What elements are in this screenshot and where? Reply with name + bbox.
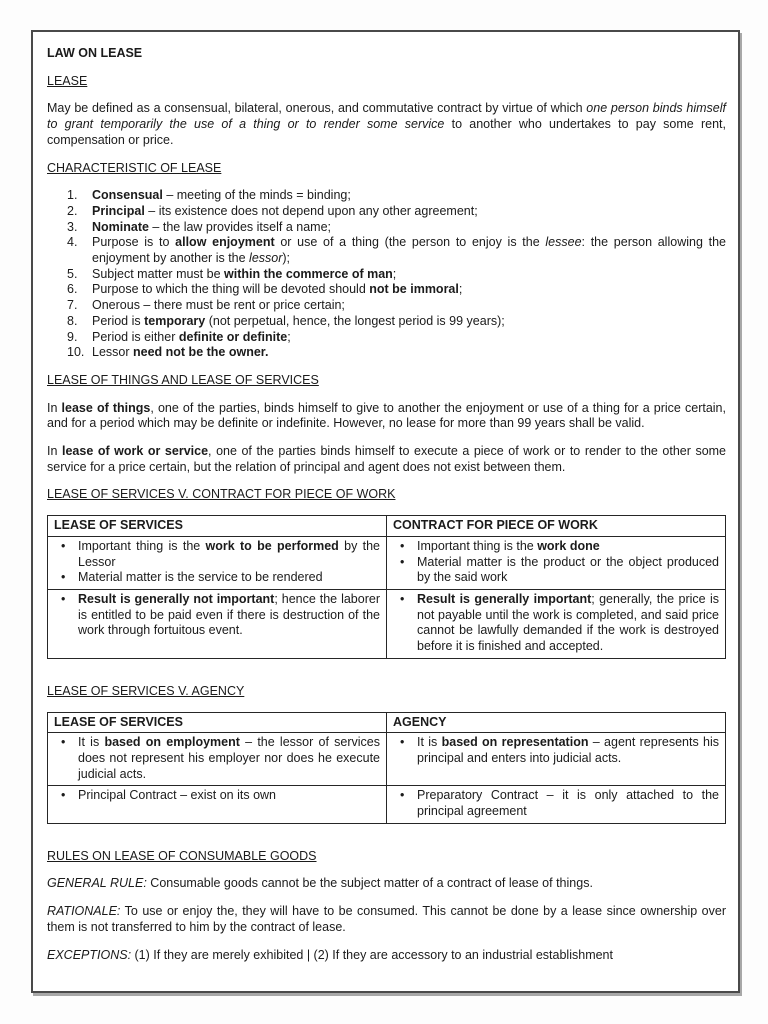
bullet-item: • Important thing is the work done (393, 539, 719, 555)
bullet-item: • It is based on representation – agent represents his principal and enters into judicial acts. (393, 735, 719, 766)
characteristics-list (47, 188, 726, 361)
table-row (48, 786, 726, 823)
table-cell (48, 589, 387, 658)
bullet-item: • Important thing is the work to be performed by the Lessor (54, 539, 380, 570)
characteristic-item-5: Subject matter must be within the commerce of man; (92, 266, 397, 281)
lease-of-things-paragraph: In lease of things, one of the parties, binds himself to give to another the enjoyment or use of a thing for a price certain, and for a period which may be definite or indefinite. However, no lease for more than 99 years shall be valid. (47, 400, 726, 431)
table-cell (48, 733, 387, 786)
table-cell (387, 536, 726, 589)
document-title: LAW ON LEASE (47, 46, 143, 60)
table-cell (48, 786, 387, 823)
bullet-item: • Material matter is the service to be rendered (54, 570, 380, 586)
characteristic-item-9: Period is either definite or definite; (92, 329, 291, 344)
characteristic-item-3: Nominate – the law provides itself a name; (92, 219, 331, 234)
bullet-item: • Principal Contract – exist on its own (54, 788, 380, 804)
table-cell (387, 786, 726, 823)
characteristic-item-2: Principal – its existence does not depend upon any other agreement; (92, 203, 478, 218)
table-cell (387, 733, 726, 786)
rationale-paragraph: RATIONALE: To use or enjoy the, they will have to be consumed. This cannot be done by a lease since ownership over them is not transferred to him by the contract of lease. (47, 904, 726, 934)
characteristic-item-8: Period is temporary (not perpetual, hence, the longest period is 99 years); (92, 313, 505, 328)
column-header: LEASE OF SERVICES (48, 712, 387, 733)
table-row (48, 733, 726, 786)
column-header: CONTRACT FOR PIECE OF WORK (387, 516, 726, 537)
general-rule-paragraph: GENERAL RULE: Consumable goods cannot be the subject matter of a contract of lease of things. (47, 876, 593, 891)
table-cell (387, 589, 726, 658)
characteristic-item-4: Purpose is to allow enjoyment or use of a thing (the person to enjoy is the lessee: the person allowing the enjoyment by another is the lessor); (92, 235, 726, 266)
section-heading-things-and-services: LEASE OF THINGS AND LEASE OF SERVICES (47, 372, 319, 387)
table-row (48, 536, 726, 589)
characteristic-item-7: Onerous – there must be rent or price certain; (92, 298, 345, 313)
section-heading-characteristics: CHARACTERISTIC OF LEASE (47, 160, 222, 175)
section-heading-lease: LEASE (47, 73, 88, 88)
bullet-item: • It is based on employment – the lessor of services does not represent his employer nor does he execute judicial acts. (54, 735, 380, 782)
bullet-item: • Result is generally important; generally, the price is not payable until the work is completed, and said price cannot be lawfully demanded if the work is destroyed before it is finished and accepted. (393, 592, 719, 655)
table-header-row (48, 516, 726, 537)
section-heading-consumable-goods: RULES ON LEASE OF CONSUMABLE GOODS (47, 848, 317, 863)
table-cell (48, 536, 387, 589)
document-page (31, 30, 740, 993)
services-vs-agency-table (47, 712, 726, 824)
characteristic-item-6: Purpose to which the thing will be devoted should not be immoral; (92, 282, 463, 297)
characteristic-item-10: Lessor need not be the owner. (92, 345, 269, 360)
bullet-item: • Preparatory Contract – it is only attached to the principal agreement (393, 788, 719, 819)
services-vs-piecework-table (47, 515, 726, 659)
bullet-item: • Material matter is the product or the object produced by the said work (393, 555, 719, 586)
table-header-row (48, 712, 726, 733)
exceptions-paragraph: EXCEPTIONS: (1) If they are merely exhibited | (2) If they are accessory to an industrial establishment (47, 947, 613, 962)
characteristic-item-1: Consensual – meeting of the minds = binding; (92, 188, 351, 203)
section-heading-services-vs-piecework: LEASE OF SERVICES V. CONTRACT FOR PIECE OF WORK (47, 487, 396, 502)
table-row (48, 589, 726, 658)
bullet-item: • Result is generally not important; hence the laborer is entitled to be paid even if there is destruction of the work through fortuitous event. (54, 592, 380, 639)
column-header: AGENCY (387, 712, 726, 733)
section-heading-services-vs-agency: LEASE OF SERVICES V. AGENCY (47, 683, 245, 698)
lease-definition-paragraph: May be defined as a consensual, bilateral, onerous, and commutative contract by virtue of which one person binds himself to grant temporarily the use of a thing or to render some service to another who undertakes to pay some rent, compensation or price. (47, 101, 726, 147)
column-header: LEASE OF SERVICES (48, 516, 387, 537)
lease-of-work-paragraph: In lease of work or service, one of the parties binds himself to execute a piece of work or to render to the other some service for a price certain, but the relation of principal and agent does not exist between them. (47, 444, 727, 474)
